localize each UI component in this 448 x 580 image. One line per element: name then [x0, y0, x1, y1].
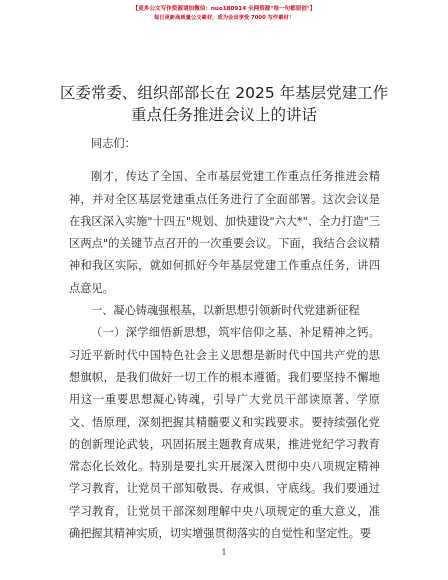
section-heading-1: 一、凝心铸魂强根基，以新思想引领新时代党建新征程 [91, 304, 360, 318]
promo-banner [0, 5, 448, 23]
banner-line-2: 每日更新高质量公文素材，成为会员享受 7000 写作素材！ [153, 15, 295, 21]
document-title [0, 82, 448, 126]
title-line-2: 重点任务推进会议上的讲话 [130, 106, 317, 124]
banner-line-1: 【更多公文写作资源请加微信：nuo180914 全网资源"每一句都原创"】 [132, 6, 316, 12]
paragraph-1: 刚才，传达了全国、全市基层党建工作重点任务推进会精神，并对全区基层党建重点任务进行了全面部署。这次会议是在我区深入实施"十四五"规划、加快建设"六大*"、全力打造"三区两点"的关键节点召开的一次重要会议。下面，我结合会议精神和我区实际，就如何抓好今年基层党建工作重点任务，讲四点意见。 [69, 170, 381, 295]
title-line-1: 区委常委、组织部部长在 2025 年基层党建工作 [59, 84, 389, 102]
page-number: 1 [221, 548, 227, 557]
document-body [69, 133, 380, 545]
paragraph-2: （一）深学细悟新思想，筑牢信仰之基、补足精神之钙。习近平新时代中国特色社会主义思想是新时代中国共产党的思想旗帜，是我们做好一切工作的根本遵循。我们要坚持不懈地用这一重要思想凝心铸魂，引导广大党员干部读原著、学原文、悟原理，深刻把握其精髓要义和实践要求。要持续强化党的创新理论武装，巩固拓展主题教育成果，推进党纪学习教育常态化长效化。特别是要扎实开展深入贯彻中央八项规定精神学习教育，让党员干部知敬畏、存戒惧、守底线。我们要通过学习教育，让党员干部深刻理解中央八项规定的重大意义，准确把握其精神实质，切实增强贯彻落实的自觉性和坚定性。要 [69, 326, 380, 541]
greeting: 同志们： [91, 137, 136, 150]
